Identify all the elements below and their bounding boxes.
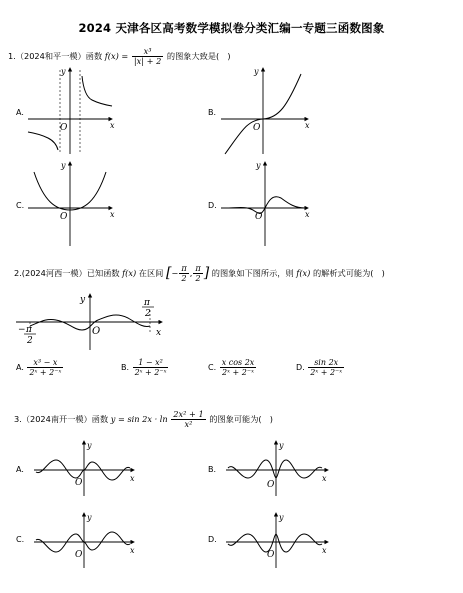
q2-suffix-2: 的解析式可能为( ) bbox=[312, 268, 385, 278]
q3-func-numerator: 2x² + 1 bbox=[173, 409, 204, 419]
q1a-x-label: x bbox=[110, 121, 115, 130]
q1b-origin: O bbox=[253, 123, 261, 133]
q2-option-a-num: x³ − x bbox=[27, 358, 63, 368]
q1-option-c-label[interactable]: C. bbox=[16, 201, 25, 210]
q1d-y-label: y bbox=[256, 161, 261, 170]
q3b-origin: O bbox=[267, 480, 275, 490]
document-title: 2024 天津各区高考数学模拟卷分类汇编一专题三函数图象 bbox=[78, 21, 385, 35]
q1-func-lhs: f(x) = bbox=[104, 51, 129, 61]
q2-option-a[interactable] bbox=[16, 358, 64, 377]
q2-stem: 2.(2024河西一模）已知函数 f(x) 在区间 [− $\frac{\pi}{2}$ , $\frac{\pi}{2}$ ] 的图象如下图所示，则 f(x) 的解析式可能为( ) bbox=[14, 263, 385, 283]
q2-option-d-den: 2ˣ + 2⁻ˣ bbox=[310, 368, 343, 377]
q3-stem bbox=[14, 410, 273, 429]
q2-right-num: π bbox=[144, 298, 150, 308]
q2-interval-right-num: π bbox=[195, 263, 201, 273]
q2-graph[interactable] bbox=[12, 290, 172, 356]
q1c-x-label: x bbox=[110, 210, 115, 219]
q2-option-d-num: sin 2x bbox=[308, 358, 344, 368]
q2-option-a-label: A. bbox=[16, 363, 24, 372]
q1d-origin: O bbox=[255, 212, 263, 222]
q2-option-c-num: x cos 2x bbox=[221, 358, 255, 367]
q2-y-label: y bbox=[80, 295, 86, 305]
q1-graph-d[interactable] bbox=[213, 158, 318, 248]
q1a-y-label: y bbox=[61, 67, 66, 76]
q3-func-lhs: y = sin 2x · ln bbox=[110, 414, 168, 424]
q1b-y-label: y bbox=[254, 67, 259, 76]
q3-option-c-label[interactable]: C. bbox=[16, 535, 25, 544]
q2-interval-left-den: 2 bbox=[181, 273, 187, 283]
q3-option-b-label[interactable]: B. bbox=[208, 465, 217, 474]
q1c-origin: O bbox=[60, 212, 68, 222]
q2-left-minus: − bbox=[18, 325, 26, 335]
q2-left-num: π bbox=[26, 325, 32, 335]
q2-suffix: 的图象如下图所示，则 bbox=[211, 268, 294, 278]
q2-func: f(x) bbox=[122, 268, 137, 278]
q2-interval-left-num: π bbox=[181, 263, 187, 273]
q3-graph-d[interactable] bbox=[222, 510, 337, 570]
q1-suffix: 的图象大致是( ) bbox=[166, 51, 231, 61]
q3-suffix: 的图象可能为( ) bbox=[209, 414, 273, 424]
q2-x-label: x bbox=[156, 328, 162, 338]
q3a-y-label: y bbox=[87, 441, 92, 450]
q3-graph-a[interactable] bbox=[30, 438, 140, 498]
q1a-origin: O bbox=[60, 123, 68, 133]
q3b-x-label: x bbox=[322, 474, 327, 483]
q3-graph-c[interactable] bbox=[30, 510, 140, 570]
q2-option-a-den: 2ˣ + 2⁻ˣ bbox=[29, 368, 62, 377]
q1c-y-label: y bbox=[61, 161, 66, 170]
q3-option-d-label[interactable]: D. bbox=[208, 535, 217, 544]
q1-func-numerator: x³ bbox=[132, 47, 163, 57]
q2-prefix: 2.(2024河西一模）已知函数 bbox=[14, 268, 120, 278]
q2-origin: O bbox=[92, 326, 101, 337]
q3a-x-label: x bbox=[130, 474, 135, 483]
q2-option-d-label: D. bbox=[296, 363, 305, 372]
q3c-y-label: y bbox=[87, 513, 92, 522]
q1-option-a-label[interactable]: A. bbox=[16, 108, 24, 117]
q3-func-denominator: x² bbox=[184, 419, 193, 429]
q2-right-den: 2 bbox=[145, 309, 151, 319]
q2-option-c-den: 2ˣ + 2⁻ˣ bbox=[222, 368, 254, 377]
q2-option-c-label: C. bbox=[208, 363, 217, 372]
q3-prefix: 3.（2024南开一模）函数 bbox=[14, 414, 109, 424]
q2-option-b-den: 2ˣ + 2⁻ˣ bbox=[134, 368, 167, 377]
q3d-y-label: y bbox=[279, 513, 284, 522]
q2-option-d[interactable] bbox=[296, 358, 345, 377]
q3d-origin: O bbox=[267, 550, 275, 560]
q2-option-c[interactable] bbox=[208, 358, 257, 377]
q1-prefix: 1.（2024和平一模）函数 bbox=[8, 51, 103, 61]
q2-option-b-label: B. bbox=[121, 363, 130, 372]
q1-func-denominator: |x| + 2 bbox=[133, 56, 162, 66]
q3a-origin: O bbox=[75, 478, 83, 488]
q1b-x-label: x bbox=[305, 121, 310, 130]
q1-graph-c[interactable] bbox=[20, 158, 120, 248]
q2-left-den: 2 bbox=[27, 336, 33, 346]
q1-option-d-label[interactable]: D. bbox=[208, 201, 217, 210]
q1-graph-b[interactable] bbox=[213, 62, 318, 157]
q3d-x-label: x bbox=[322, 546, 327, 555]
q2-interval-right-den: 2 bbox=[195, 273, 201, 283]
q3b-y-label: y bbox=[279, 441, 284, 450]
q2-option-b-num: 1 − x² bbox=[133, 358, 169, 368]
q3-option-a-label[interactable]: A. bbox=[16, 465, 24, 474]
q3c-x-label: x bbox=[130, 546, 135, 555]
q2-mid: 在区间 bbox=[138, 268, 164, 278]
q3-graph-b[interactable] bbox=[222, 438, 337, 498]
q1-graph-a[interactable] bbox=[20, 62, 120, 157]
q1-option-b-label[interactable]: B. bbox=[208, 108, 217, 117]
q1d-x-label: x bbox=[305, 210, 310, 219]
q2-option-b[interactable] bbox=[121, 358, 169, 377]
q2-func-2: f(x) bbox=[296, 268, 311, 278]
q3c-origin: O bbox=[75, 550, 83, 560]
